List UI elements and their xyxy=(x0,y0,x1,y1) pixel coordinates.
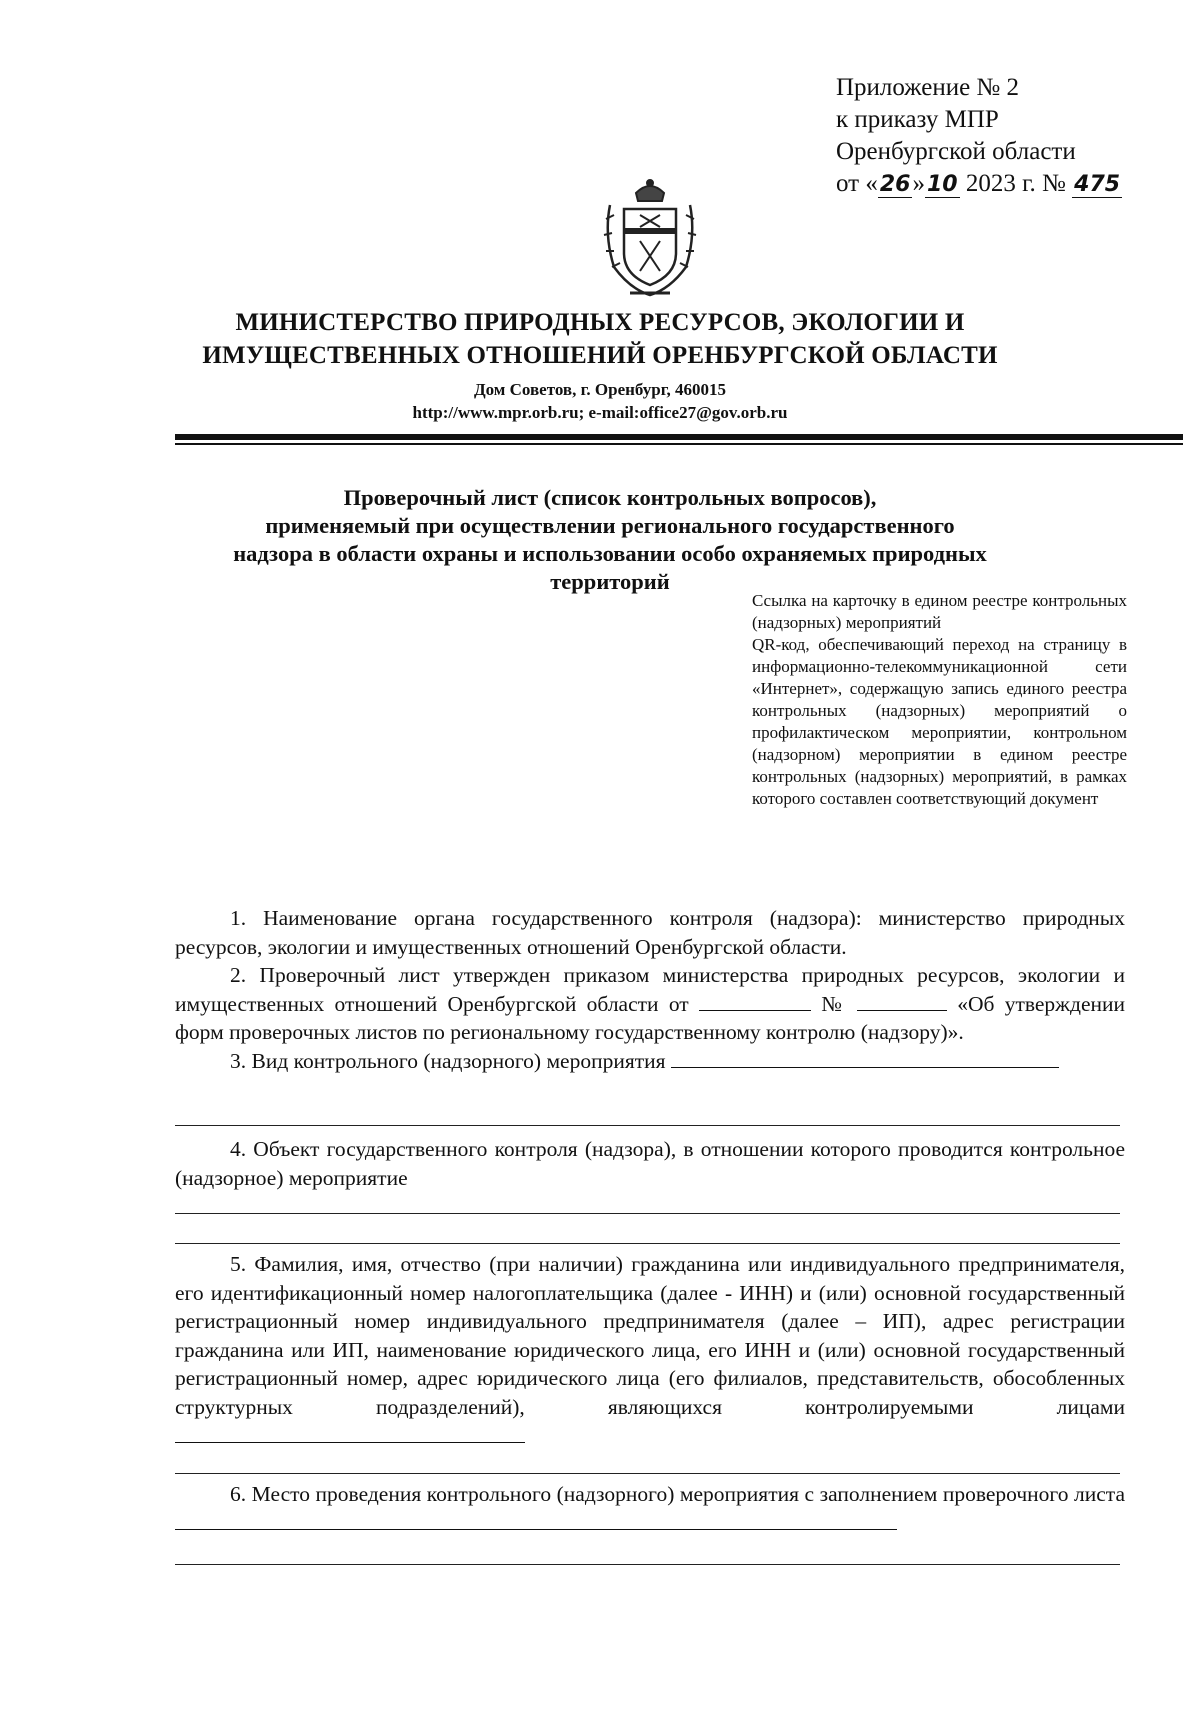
item-5 xyxy=(175,1250,1125,1450)
ministry-name xyxy=(150,306,1050,372)
form-title-line-2: применяемый при осуществлении регионального государственного xyxy=(265,513,955,538)
controlled-persons-field-line-2[interactable] xyxy=(175,1473,1120,1474)
ministry-contacts: http://www.mpr.orb.ru; e-mail:office27@gov.orb.ru xyxy=(412,403,788,422)
header-rule-thick xyxy=(175,434,1183,440)
annex-line-2: к приказу МПР xyxy=(836,106,999,133)
date-quote-close: » xyxy=(912,170,925,197)
date-month-handwritten: 10 xyxy=(926,172,958,197)
item-5-block xyxy=(175,1250,1125,1450)
controlled-persons-field[interactable] xyxy=(175,1422,525,1443)
event-place-field-line-2[interactable] xyxy=(175,1564,1120,1565)
qr-note-line-1: Ссылка на карточку в едином реестре контрольных (надзорных) мероприятий xyxy=(752,591,1127,632)
qr-note-line-2: QR-код, обеспечивающий переход на страницу в информационно-телекоммуникационной сети «Интернет», содержащую запись единого реестра контрольных (надзорных) мероприятий о профилактическом мероприятии, контрольном (надзорном) мероприятии в едином реестре контрольных (надзорных) мероприятий, в рамках которого составлен соответствующий документ xyxy=(752,635,1127,808)
qr-code-note xyxy=(752,590,1127,810)
order-date-field[interactable] xyxy=(699,990,811,1011)
item-5-text: 5. Фамилия, имя, отчество (при наличии) гражданина или индивидуального предпринимателя, его идентификационный номер налогоплательщика (далее - ИНН) и (или) основной государственный регистрационный номер индивидуального предпринимателя (далее – ИП), адрес регистрации гражданина или ИП, наименование юридического лица, его ИНН и (или) основной государственный регистрационный номер, адрес юридического лица (его филиалов, представительств, обособленных структурных подразделений), являющихся контролируемыми лицами xyxy=(175,1252,1125,1419)
item-6 xyxy=(175,1480,1125,1537)
form-title xyxy=(215,484,1005,596)
order-number-field[interactable] xyxy=(857,990,947,1011)
item-1: 1. Наименование органа государственного контроля (надзора): министерство природных ресурсов, экологии и имущественных отношений Оренбургской области. xyxy=(175,906,1125,959)
item-3-text: 3. Вид контрольного (надзорного) мероприятия xyxy=(230,1048,671,1073)
order-number-handwritten: 475 xyxy=(1074,172,1121,197)
item-4: 4. Объект государственного контроля (надзора), в отношении которого проводится контрольное (надзорное) мероприятие xyxy=(175,1137,1125,1190)
item-3 xyxy=(175,1047,1125,1076)
control-object-field-line-2[interactable] xyxy=(175,1243,1120,1244)
annex-header xyxy=(836,72,1166,201)
control-object-field-line-1[interactable] xyxy=(175,1213,1120,1214)
ministry-address: Дом Советов, г. Оренбург, 460015 xyxy=(473,380,727,399)
item-2 xyxy=(175,961,1125,1047)
item-6-block xyxy=(175,1480,1125,1537)
item-6-text: 6. Место проведения контрольного (надзорного) мероприятия с заполнением проверочного листа xyxy=(230,1482,1125,1506)
event-place-field[interactable] xyxy=(175,1509,897,1530)
event-type-field[interactable] xyxy=(671,1047,1059,1068)
items-1-3 xyxy=(175,904,1125,1076)
header-rule-thin xyxy=(175,443,1183,445)
item-2-number-sign: № xyxy=(810,991,857,1016)
item-2-order-name: «Об утверждении форм проверочных листов по региональному государственному контролю (надзору)». xyxy=(175,991,1126,1045)
form-title-line-1: Проверочный лист (список контрольных вопросов), xyxy=(343,485,877,510)
annex-line-1: Приложение № 2 xyxy=(836,74,1020,101)
form-title-line-4: территорий xyxy=(550,569,670,594)
annex-line-3: Оренбургской области xyxy=(836,138,1076,165)
annex-date-line xyxy=(836,168,1166,201)
ministry-name-line-2: ИМУЩЕСТВЕННЫХ ОТНОШЕНИЙ ОРЕНБУРГСКОЙ ОБЛАСТИ xyxy=(202,342,998,369)
date-year: 2023 г. № xyxy=(959,170,1073,197)
event-type-field-line-2[interactable] xyxy=(175,1125,1120,1126)
form-title-line-3: надзора в области охраны и использовании особо охраняемых природных xyxy=(233,541,987,566)
coat-of-arms-icon xyxy=(600,175,700,299)
ministry-address-block xyxy=(300,378,900,424)
item-4-block xyxy=(175,1135,1125,1192)
date-prefix: от « xyxy=(836,170,878,197)
ministry-name-line-1: МИНИСТЕРСТВО ПРИРОДНЫХ РЕСУРСОВ, ЭКОЛОГИИ И xyxy=(235,309,965,336)
date-day-handwritten: 26 xyxy=(879,172,911,197)
item-2-text: 2. Проверочный лист утвержден приказом министерства природных ресурсов, экологии и имущественных отношений Оренбургской области от xyxy=(175,963,1125,1016)
